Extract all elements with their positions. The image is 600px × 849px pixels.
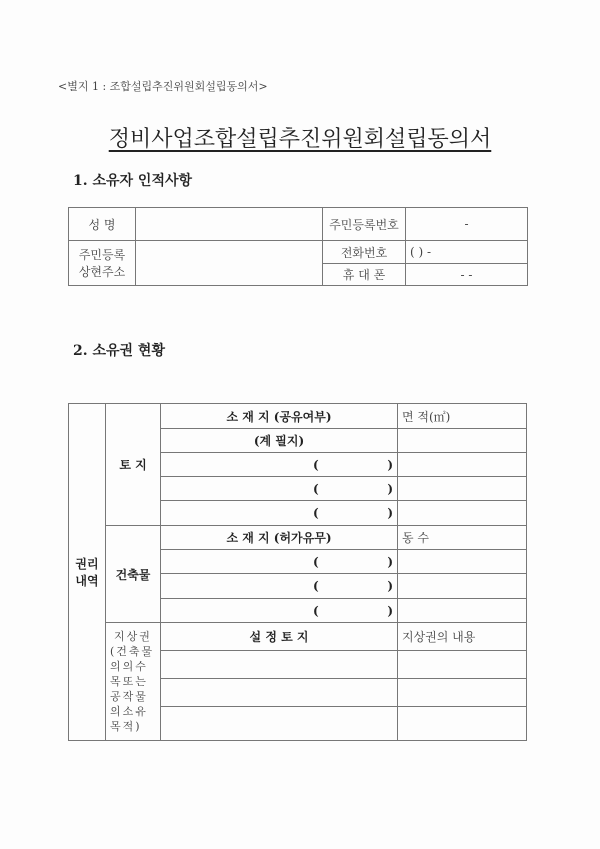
annex-label: <별지 1 : 조합설립추진위원회설립동의서> [58,80,268,93]
rrn-label: 주민등록번호 [323,208,406,241]
superficies-content-field[interactable] [398,651,527,679]
land-row[interactable]: ( ) [161,453,398,477]
area-header: 면 적(㎡) [398,404,527,429]
address-label: 주민등록 상현주소 [69,241,136,286]
building-row[interactable]: ( ) [161,599,398,623]
land-label: 토 지 [106,404,161,526]
superficies-content-field[interactable] [398,679,527,707]
owner-info-table [68,207,528,286]
set-land-field[interactable] [161,679,398,707]
building-label: 건축물 [106,526,161,623]
area-field[interactable] [398,429,527,453]
superficies-content-field[interactable] [398,707,527,741]
area-field[interactable] [398,501,527,526]
count-header: 동 수 [398,526,527,550]
address-field[interactable] [136,241,323,286]
document-title: 정비사업조합설립추진위원회설립동의서 [108,127,492,152]
name-field[interactable] [136,208,323,241]
mobile-label: 휴 대 폰 [323,264,406,286]
set-land-header: 설 정 토 지 [161,623,398,651]
land-total: (계 필지) [161,429,398,453]
building-header: 소 재 지 (허가유무) [161,526,398,550]
phone-field[interactable]: ( ) - [406,241,528,264]
superficies-label: 지상권 (건축물의의수목또는공작물의소유목적) [106,623,161,741]
set-land-field[interactable] [161,707,398,741]
area-field[interactable] [398,477,527,501]
count-field[interactable] [398,550,527,574]
count-field[interactable] [398,599,527,623]
ownership-table [68,403,527,741]
name-label: 성 명 [69,208,136,241]
section1-heading: 1. 소유자 인적사항 [73,173,193,189]
mobile-field[interactable]: - - [406,264,528,286]
building-row[interactable]: ( ) [161,550,398,574]
set-land-field[interactable] [161,651,398,679]
area-field[interactable] [398,453,527,477]
phone-label: 전화번호 [323,241,406,264]
rights-label: 권리 내역 [69,404,106,741]
count-field[interactable] [398,574,527,599]
land-row[interactable]: ( ) [161,477,398,501]
superficies-content-header: 지상권의 내용 [398,623,527,651]
section2-heading: 2. 소유권 현황 [73,343,165,359]
land-header: 소 재 지 (공유여부) [161,404,398,429]
rrn-field[interactable]: - [406,208,528,241]
land-row[interactable]: ( ) [161,501,398,526]
building-row[interactable]: ( ) [161,574,398,599]
